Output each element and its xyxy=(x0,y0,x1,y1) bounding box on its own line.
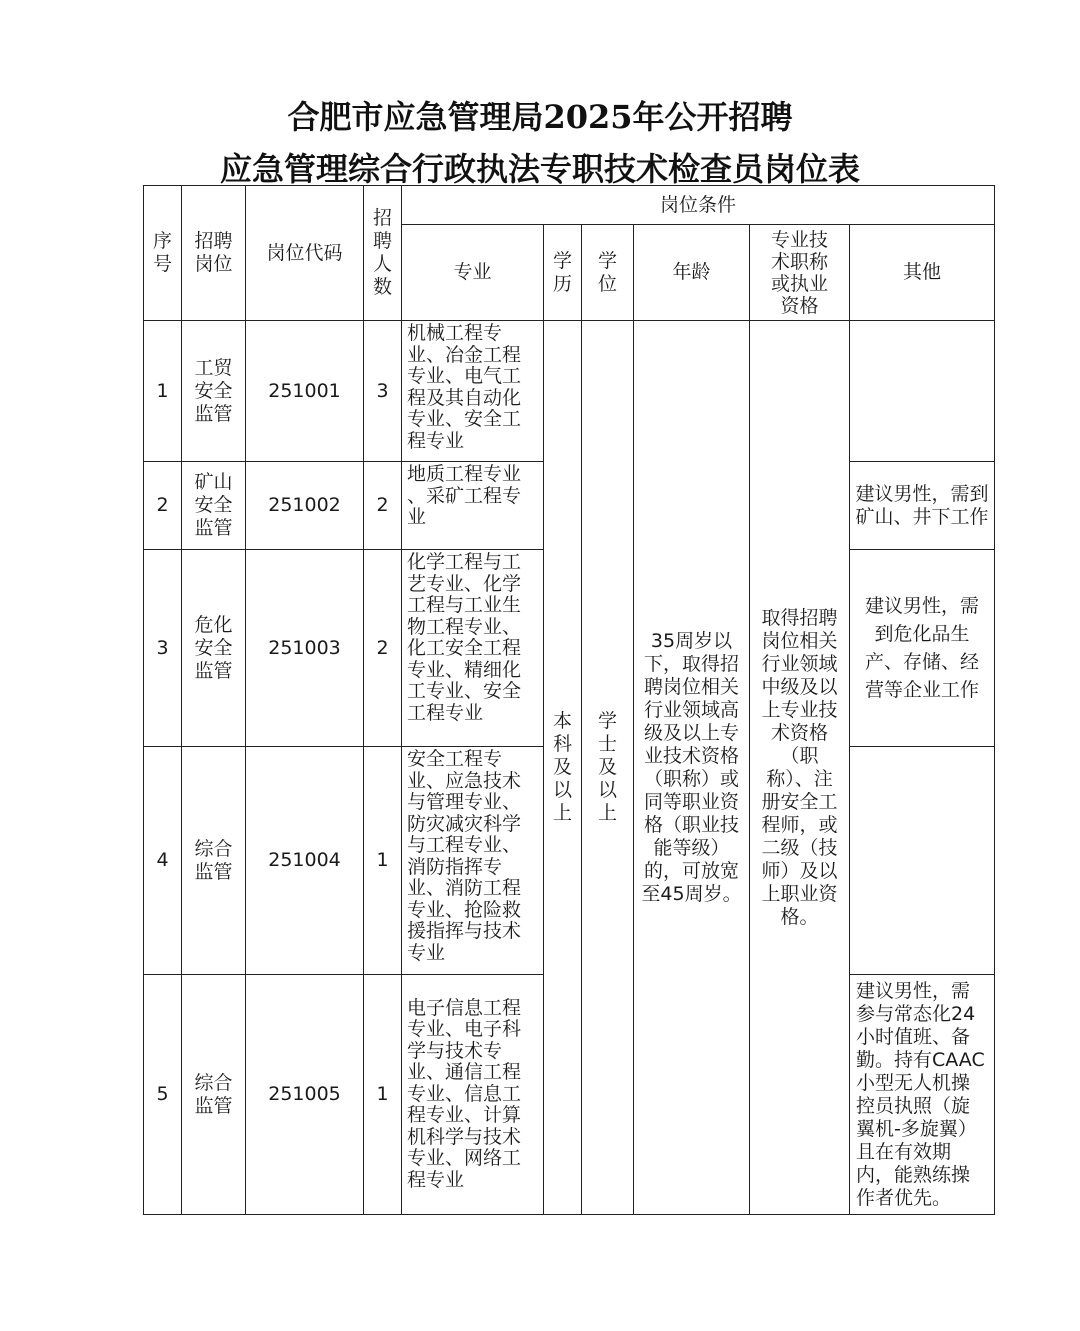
row3-other: 建议男性，需到危化品生产、存储、经营等企业工作 xyxy=(850,550,995,747)
education-cell: 本科及以上 xyxy=(544,321,582,1215)
row5-count: 1 xyxy=(364,975,402,1215)
row1-post: 工贸安全监管 xyxy=(182,321,246,462)
header-seq: 序号 xyxy=(144,186,182,321)
row1-major: 机械工程专业、冶金工程专业、电气工程及其自动化专业、安全工程专业 xyxy=(402,321,544,462)
header-other: 其他 xyxy=(850,225,995,321)
row1-other xyxy=(850,321,995,462)
header-degree: 学位 xyxy=(582,225,634,321)
row3-code: 251003 xyxy=(246,550,364,747)
row3-post: 危化安全监管 xyxy=(182,550,246,747)
row5-seq: 5 xyxy=(144,975,182,1215)
qualification-cell: 取得招聘岗位相关行业领域中级及以上专业技术资格（职称）、注册安全工程师，或二级（技师）及以上职业资格。 xyxy=(750,321,850,1215)
row3-count: 2 xyxy=(364,550,402,747)
row5-post: 综合监管 xyxy=(182,975,246,1215)
page-title-line1: 合肥市应急管理局2025年公开招聘 xyxy=(287,98,793,136)
header-education: 学历 xyxy=(544,225,582,321)
age-cell: 35周岁以下，取得招聘岗位相关行业领域高级及以上专业技术资格（职称）或同等职业资格（职业技能等级）的，可放宽至45周岁。 xyxy=(634,321,750,1215)
row2-major: 地质工程专业 、采矿工程专业 xyxy=(402,462,544,550)
row4-seq: 4 xyxy=(144,747,182,975)
row3-seq: 3 xyxy=(144,550,182,747)
row2-seq: 2 xyxy=(144,462,182,550)
header-qualification: 专业技术职称或执业资格 xyxy=(750,225,850,321)
row2-code: 251002 xyxy=(246,462,364,550)
degree-cell: 学士及以上 xyxy=(582,321,634,1215)
row2-other: 建议男性，需到矿山、井下工作 xyxy=(850,462,995,550)
row2-post: 矿山安全监管 xyxy=(182,462,246,550)
row4-major: 安全工程专业、应急技术与管理专业、防灾减灾科学与工程专业、消防指挥专业、消防工程专业、抢险救援指挥与技术专业 xyxy=(402,747,544,975)
row1-seq: 1 xyxy=(144,321,182,462)
header-post: 招聘岗位 xyxy=(182,186,246,321)
row3-major: 化学工程与工艺专业、化学工程与工业生物工程专业、化工安全工程专业、精细化工专业、安全工程专业 xyxy=(402,550,544,747)
row5-major: 电子信息工程专业、电子科学与技术专业、通信工程专业、信息工程专业、计算机科学与技术专业、网络工程专业 xyxy=(402,975,544,1215)
row1-count: 3 xyxy=(364,321,402,462)
row4-code: 251004 xyxy=(246,747,364,975)
header-age: 年龄 xyxy=(634,225,750,321)
row2-count: 2 xyxy=(364,462,402,550)
positions-table xyxy=(143,185,995,1215)
row4-post: 综合监管 xyxy=(182,747,246,975)
header-code: 岗位代码 xyxy=(246,186,364,321)
row1-code: 251001 xyxy=(246,321,364,462)
row5-other: 建议男性，需参与常态化24小时值班、备勤。持有CAAC小型无人机操控员执照（旋翼机-多旋翼）且在有效期内，能熟练操作者优先。 xyxy=(850,975,995,1215)
row5-code: 251005 xyxy=(246,975,364,1215)
row4-count: 1 xyxy=(364,747,402,975)
header-conditions: 岗位条件 xyxy=(402,186,995,225)
header-major: 专业 xyxy=(402,225,544,321)
header-count: 招聘人数 xyxy=(364,186,402,321)
page-title-line2: 应急管理综合行政执法专职技术检查员岗位表 xyxy=(219,150,860,188)
row4-other xyxy=(850,747,995,975)
